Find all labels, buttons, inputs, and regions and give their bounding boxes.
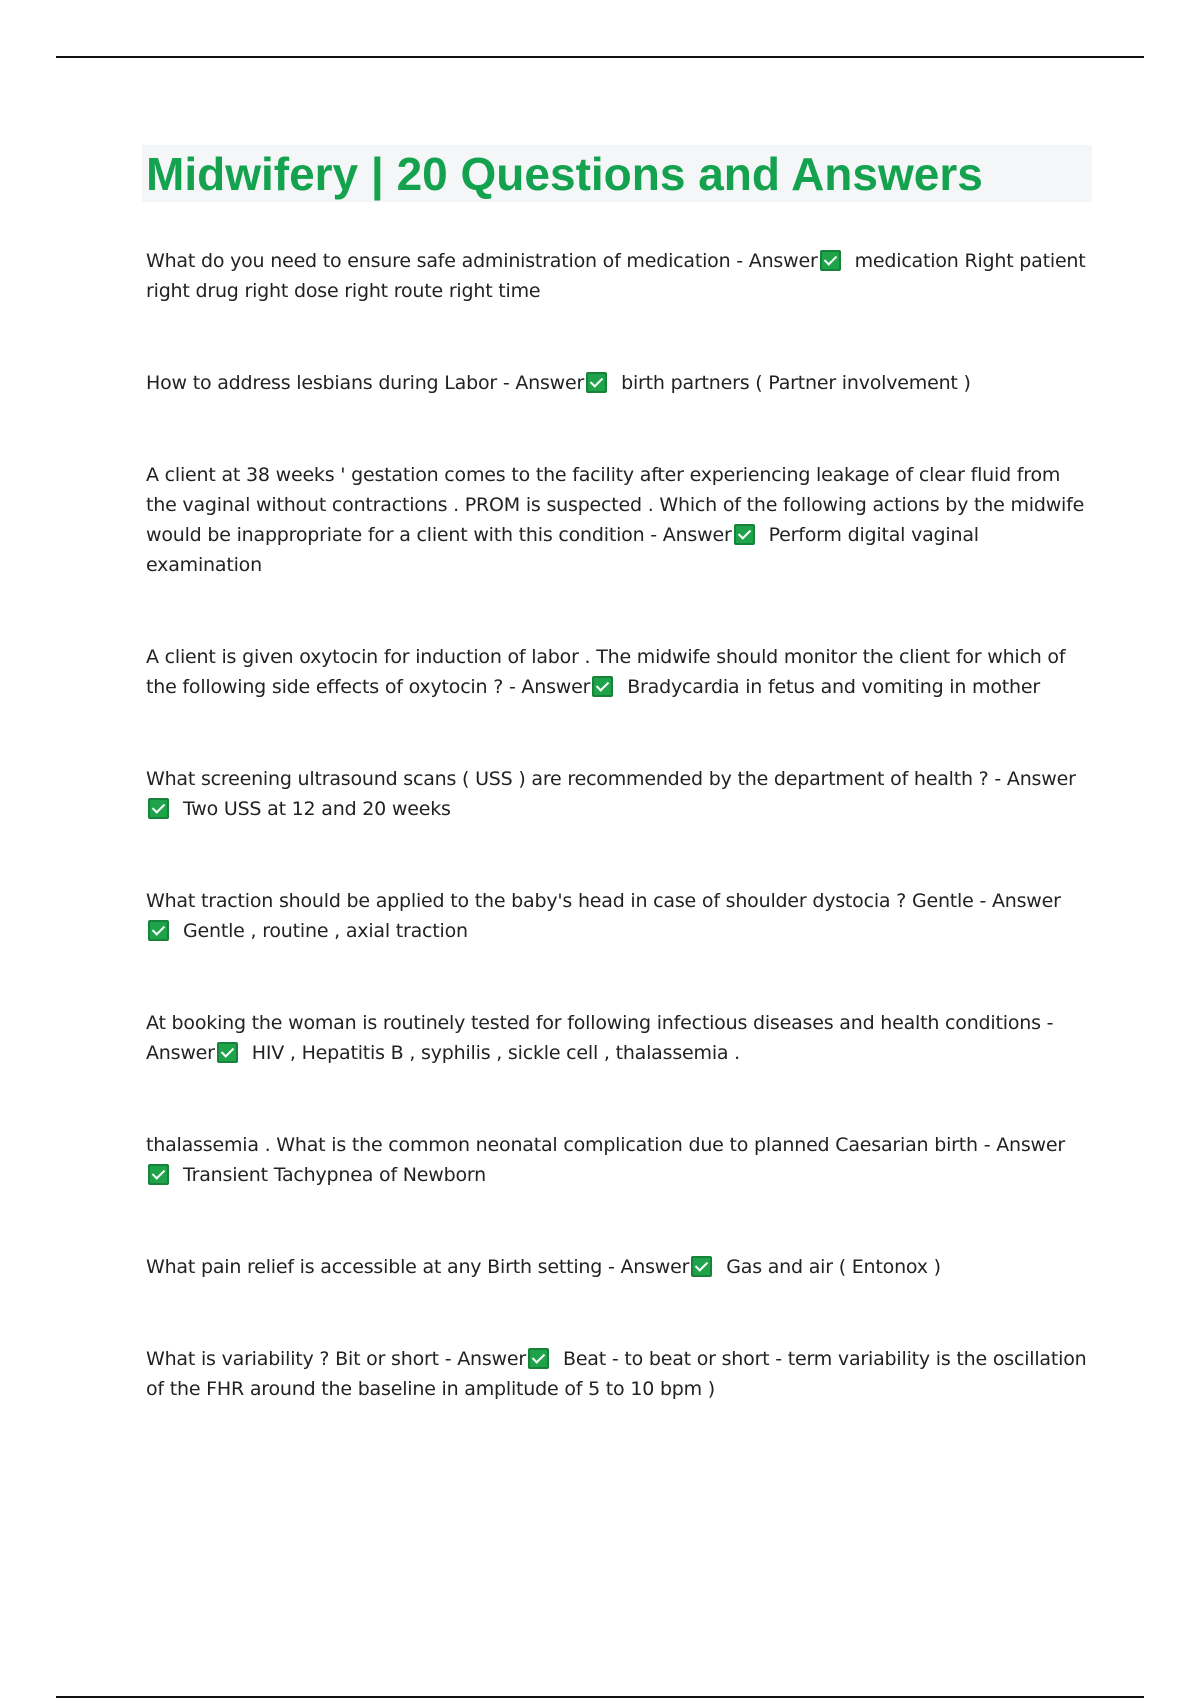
qa-item <box>146 460 1096 580</box>
answer-separator: - Answer <box>736 250 818 272</box>
qa-item <box>146 246 1096 306</box>
check-icon <box>586 372 607 393</box>
question-text: What do you need to ensure safe administration of medication <box>146 250 731 272</box>
answer-text: Transient Tachypnea of Newborn <box>183 1164 487 1186</box>
bottom-rule <box>56 1696 1144 1698</box>
answer-text: Gas and air ( Entonox ) <box>726 1256 941 1278</box>
answer-separator: - Answer <box>983 1134 1065 1156</box>
check-icon <box>217 1042 238 1063</box>
answer-separator: - Answer <box>994 768 1076 790</box>
page-title: Midwifery | 20 Questions and Answers <box>146 148 983 200</box>
question-text: What traction should be applied to the baby's head in case of shoulder dystocia ? Gentle <box>146 890 974 912</box>
answer-separator: - Answer <box>650 524 732 546</box>
qa-item <box>146 764 1096 824</box>
question-text: What is variability ? Bit or short <box>146 1348 439 1370</box>
check-icon <box>820 250 841 271</box>
check-icon <box>734 524 755 545</box>
qa-item <box>146 1252 1096 1282</box>
check-icon <box>592 676 613 697</box>
question-text: A client at 38 weeks ' gestation comes to the facility after experiencing leakage of clear fluid from the vaginal without contractions . PROM is suspected . Which of the following actions by the midwife would be inappropriate for a client with this condition <box>146 464 1085 546</box>
qa-item <box>146 368 1096 398</box>
answer-text: birth partners ( Partner involvement ) <box>621 372 971 394</box>
qa-item <box>146 642 1096 702</box>
qa-item <box>146 1344 1096 1404</box>
question-text: At booking the woman is routinely tested for following infectious diseases and health conditions <box>146 1012 1041 1034</box>
answer-text: Bradycardia in fetus and vomiting in mother <box>627 676 1040 698</box>
check-icon <box>691 1256 712 1277</box>
check-icon <box>148 798 169 819</box>
check-icon <box>528 1348 549 1369</box>
check-icon <box>148 1164 169 1185</box>
question-text: What pain relief is accessible at any Birth setting <box>146 1256 603 1278</box>
question-text: How to address lesbians during Labor <box>146 372 497 394</box>
answer-text: HIV , Hepatitis B , syphilis , sickle cell , thalassemia . <box>251 1042 741 1064</box>
answer-text: Two USS at 12 and 20 weeks <box>183 798 451 820</box>
check-icon <box>148 920 169 941</box>
answer-separator: - Answer <box>146 1012 1054 1064</box>
answer-separator: - Answer <box>508 676 591 698</box>
answer-text: Beat - to beat or short - term variability is the oscillation of the FHR around the baseline in amplitude of 5 to 10 bpm ) <box>146 1348 1087 1400</box>
answer-separator: - Answer <box>444 1348 526 1370</box>
answer-separator: - Answer <box>502 372 585 394</box>
question-text: What screening ultrasound scans ( USS ) are recommended by the department of health ? <box>146 768 989 790</box>
answer-text: medication Right patient right drug right dose right route right time <box>146 250 1086 302</box>
answer-text: Gentle , routine , axial traction <box>183 920 468 942</box>
answer-text: Perform digital vaginal examination <box>146 524 979 576</box>
qa-list <box>146 246 1096 1466</box>
top-rule <box>56 56 1144 58</box>
question-text: A client is given oxytocin for induction of labor . The midwife should monitor the client for which of the following side effects of oxytocin ? <box>146 646 1066 698</box>
qa-item <box>146 1008 1096 1068</box>
qa-item <box>146 886 1096 946</box>
answer-separator: - Answer <box>979 890 1061 912</box>
qa-item <box>146 1130 1096 1190</box>
answer-separator: - Answer <box>607 1256 690 1278</box>
question-text: thalassemia . What is the common neonatal complication due to planned Caesarian birth <box>146 1134 978 1156</box>
